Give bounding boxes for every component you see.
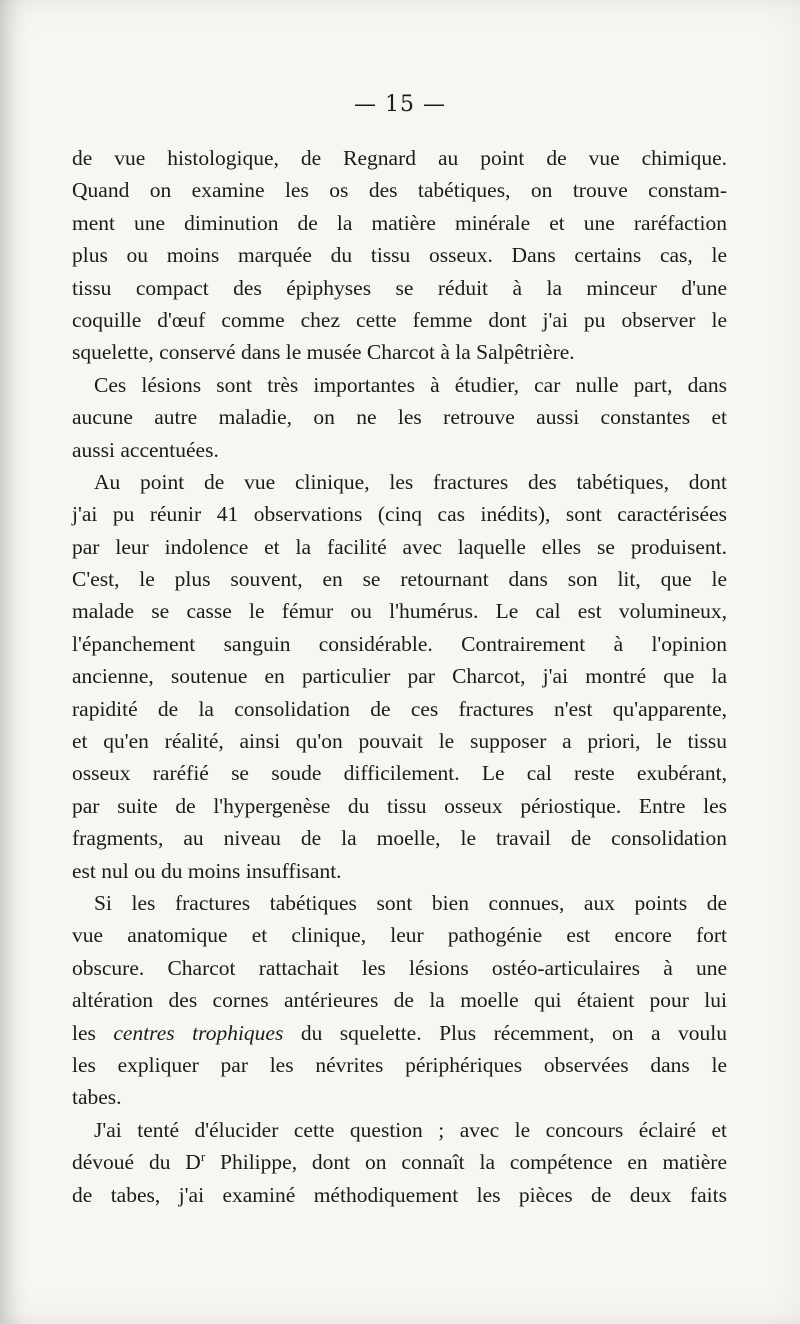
text-line: squelette, conservé dans le musée Charcot à la Salpêtrière. [72,340,575,365]
text-line: est nul ou du moins insuffisant. [72,858,342,883]
text-line: de vue histologique, de Regnard au point de vue chimique. [72,146,727,170]
text-run: dévoué du D [72,1150,201,1175]
text-line: Au point de vue clinique, les fractures des tabétiques, dont [94,469,727,494]
text-run: du squelette. Plus récemment, on a voulu [283,1020,727,1045]
text-line: Ces lésions sont très importantes à étudier, car nulle part, dans [94,372,727,397]
superscript: r [200,1148,206,1164]
text-run: Philippe, dont on connaît la compétence en matière [205,1150,727,1175]
text-line: malade se casse le fémur ou l'humérus. Le cal est volumineux, [72,599,727,624]
text-line: par suite de l'hypergenèse du tissu osseux périostique. Entre les [72,793,727,818]
italic-term: centres trophiques [113,1020,284,1045]
text-line: plus ou moins marquée du tissu osseux. Dans certains cas, le [72,243,727,268]
text-line: altération des cornes antérieures de la moelle qui étaient pour lui [72,988,727,1013]
text-line: Quand on examine les os des tabétiques, on trouve constam- [72,178,727,203]
text-line: par leur indolence et la facilité avec laquelle elles se produisent. [72,534,727,559]
text-line: fragments, au niveau de la moelle, le travail de consolidation [72,826,727,851]
text-line: rapidité de la consolidation de ces fractures n'est qu'apparente, [72,696,727,721]
text-line: l'épanchement sanguin considérable. Contrairement à l'opinion [72,631,727,656]
text-line: vue anatomique et clinique, leur pathogénie est encore fort [72,923,727,948]
text-line: coquille d'œuf comme chez cette femme dont j'ai pu observer le [72,307,727,332]
text-line: obscure. Charcot rattachait les lésions ostéo-articulaires à une [72,955,727,980]
text-line: osseux raréfié se soude difficilement. Le cal reste exubérant, [72,761,727,786]
text-line: aucune autre maladie, on ne les retrouve aussi constantes et [72,405,727,430]
text-line: ment une diminution de la matière minérale et une raréfaction [72,210,727,235]
text-line: tissu compact des épiphyses se réduit à la minceur d'une [72,275,727,300]
text-line: j'ai pu réunir 41 observations (cinq cas inédits), sont caractérisées [72,502,727,527]
text-line: les expliquer par les névrites périphériques observées dans le [72,1052,727,1077]
text-line: C'est, le plus souvent, en se retournant dans son lit, que le [72,567,727,592]
text-line: de tabes, j'ai examiné méthodiquement les pièces de deux faits [72,1182,727,1207]
text-line: ancienne, soutenue en particulier par Charcot, j'ai montré que la [72,664,727,689]
text-line: tabes. [72,1085,122,1110]
text-run: les [72,1020,114,1045]
text-line [72,1017,727,1049]
page-number: — 15 — [354,92,446,117]
text-line [72,1146,727,1178]
text-line: J'ai tenté d'élucider cette question ; avec le concours éclairé et [94,1117,727,1142]
text-line: Si les fractures tabétiques sont bien connues, aux points de [94,890,727,915]
text-line: et qu'en réalité, ainsi qu'on pouvait le supposer a priori, le tissu [72,729,727,754]
body-text [72,142,727,1211]
text-line: aussi accentuées. [72,437,219,462]
